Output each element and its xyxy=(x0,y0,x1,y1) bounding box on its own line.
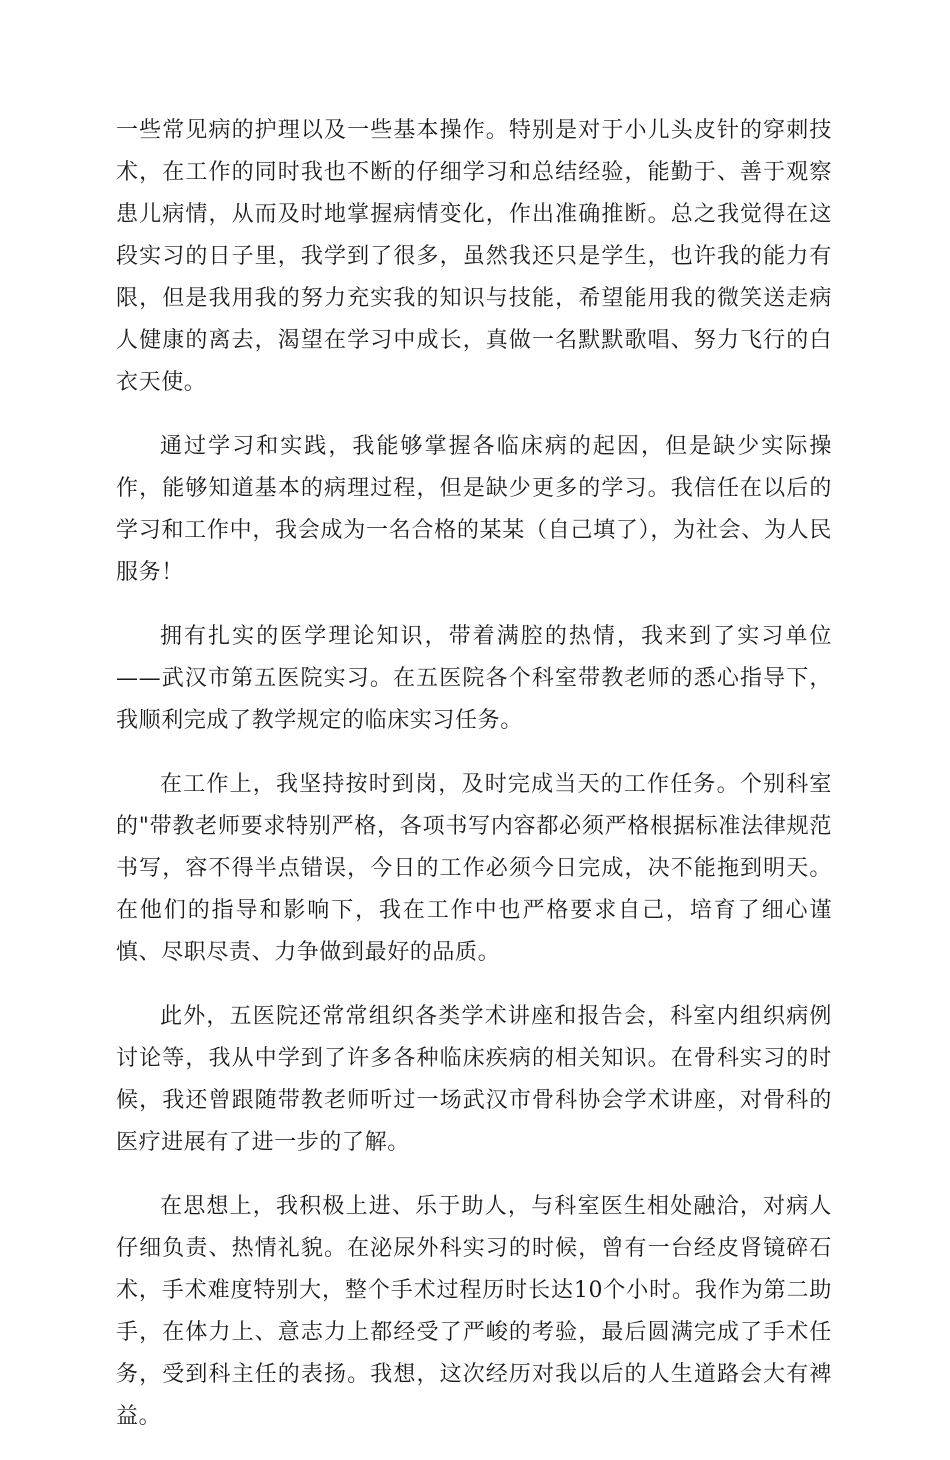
paragraph-1: 一些常见病的护理以及一些基本操作。特别是对于小儿头皮针的穿刺技术，在工作的同时我也不断的仔细学习和总结经验，能勤于、善于观察患儿病情，从而及时地掌握病情变化，作出准确推断。总之我觉得在这段实习的日子里，我学到了很多，虽然我还只是学生，也许我的能力有限，但是我用我的努力充实我的知识与技能，希望能用我的微笑送走病人健康的离去，渴望在学习中成长，真做一名默默歌唱、努力飞行的白衣天使。 xyxy=(116,118,832,395)
paragraph-3: 拥有扎实的医学理论知识，带着满腔的热情，我来到了实习单位——武汉市第五医院实习。在五医院各个科室带教老师的悉心指导下，我顺利完成了教学规定的临床实习任务。 xyxy=(116,624,832,733)
paragraph-2: 通过学习和实践，我能够掌握各临床病的起因，但是缺少实际操作，能够知道基本的病理过程，但是缺少更多的学习。我信任在以后的学习和工作中，我会成为一名合格的某某（自己填了），为社会、为人民服务！ xyxy=(116,434,832,585)
paragraph-4: 在工作上，我坚持按时到岗，及时完成当天的工作任务。个别科室的"带教老师要求特别严格，各项书写内容都必须严格根据标准法律规范书写，容不得半点错误，今日的工作必须今日完成，决不能拖到明天。在他们的指导和影响下，我在工作中也严格要求自己，培育了细心谨慎、尽职尽责、力争做到最好的品质。 xyxy=(116,772,832,965)
document-body xyxy=(116,110,832,1460)
paragraph-6: 在思想上，我积极上进、乐于助人，与科室医生相处融洽，对病人仔细负责、热情礼貌。在泌尿外科实习的时候，曾有一台经皮肾镜碎石术，手术难度特别大，整个手术过程历时长达10个小时。我作为第二助手，在体力上、意志力上都经受了严峻的考验，最后圆满完成了手术任务，受到科主任的表扬。我想，这次经历对我以后的人生道路会大有裨益。 xyxy=(116,1194,832,1429)
paragraph-5: 此外，五医院还常常组织各类学术讲座和报告会，科室内组织病例讨论等，我从中学到了许多各种临床疾病的相关知识。在骨科实习的时候，我还曾跟随带教老师听过一场武汉市骨科协会学术讲座，对骨科的医疗进展有了进一步的了解。 xyxy=(116,1004,832,1155)
